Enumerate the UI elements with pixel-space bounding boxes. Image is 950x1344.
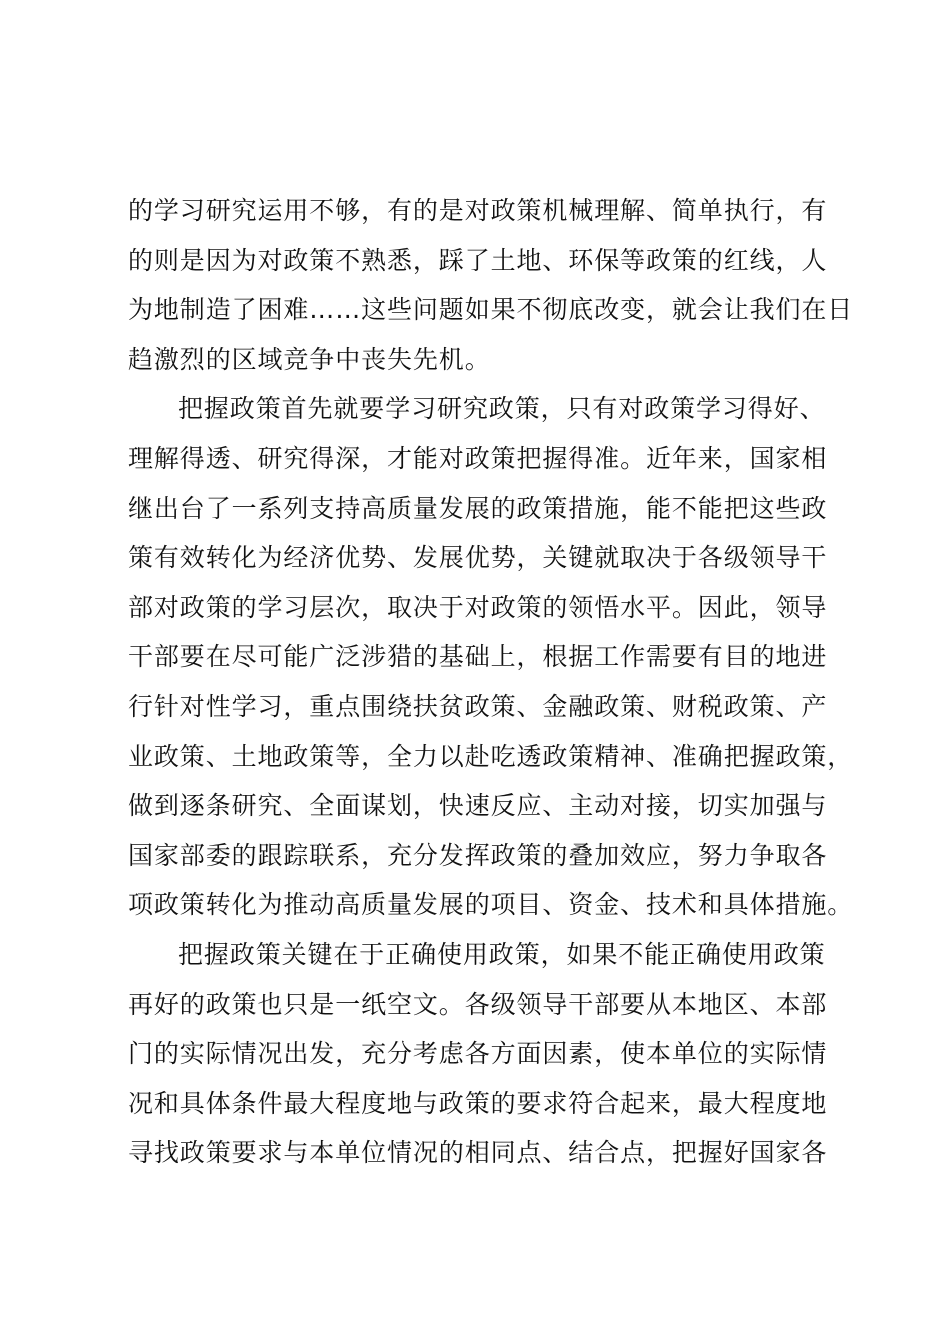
text-line: 业政策、土地政策等，全力以赴吃透政策精神、准确把握政策，: [128, 741, 854, 771]
text-line: 继出台了一系列支持高质量发展的政策措施，能不能把这些政: [128, 493, 828, 523]
paragraph-first-line: 把握政策关键在于正确使用政策，如果不能正确使用政策: [178, 939, 826, 969]
text-line: 策有效转化为经济优势、发展优势，关键就取决于各级领导干: [128, 543, 828, 573]
text-line: 再好的政策也只是一纸空文。各级领导干部要从本地区、本部: [128, 989, 828, 1019]
text-line: 况和具体条件最大程度地与政策的要求符合起来，最大程度地: [128, 1088, 828, 1118]
text-line: 部对政策的学习层次，取决于对政策的领悟水平。因此，领导: [128, 592, 828, 622]
body-text: [128, 186, 854, 1178]
text-line: 项政策转化为推动高质量发展的项目、资金、技术和具体措施。: [128, 890, 854, 920]
text-line: 的学习研究运用不够，有的是对政策机械理解、简单执行，有: [128, 196, 828, 225]
text-line: 做到逐条研究、全面谋划，快速反应、主动对接，切实加强与: [128, 791, 828, 821]
text-line: 门的实际情况出发，充分考虑各方面因素，使本单位的实际情: [128, 1039, 828, 1069]
text-line: 寻找政策要求与本单位情况的相同点、结合点，把握好国家各: [128, 1138, 828, 1168]
text-line: 国家部委的跟踪联系，充分发挥政策的叠加效应，努力争取各: [128, 840, 828, 870]
text-line: 为地制造了困难……这些问题如果不彻底改变，就会让我们在日: [128, 295, 854, 325]
text-line: 理解得透、研究得深，才能对政策把握得准。近年来，国家相: [128, 443, 828, 473]
text-line: 趋激烈的区域竞争中丧失先机。: [128, 344, 491, 374]
text-line: 的则是因为对政策不熟悉，踩了土地、环保等政策的红线，人: [128, 245, 828, 275]
text-line: 行针对性学习，重点围绕扶贫政策、金融政策、财税政策、产: [128, 691, 828, 721]
paragraph-first-line: 把握政策首先就要学习研究政策，只有对政策学习得好、: [178, 394, 826, 424]
text-line: 干部要在尽可能广泛涉猎的基础上，根据工作需要有目的地进: [128, 642, 828, 672]
